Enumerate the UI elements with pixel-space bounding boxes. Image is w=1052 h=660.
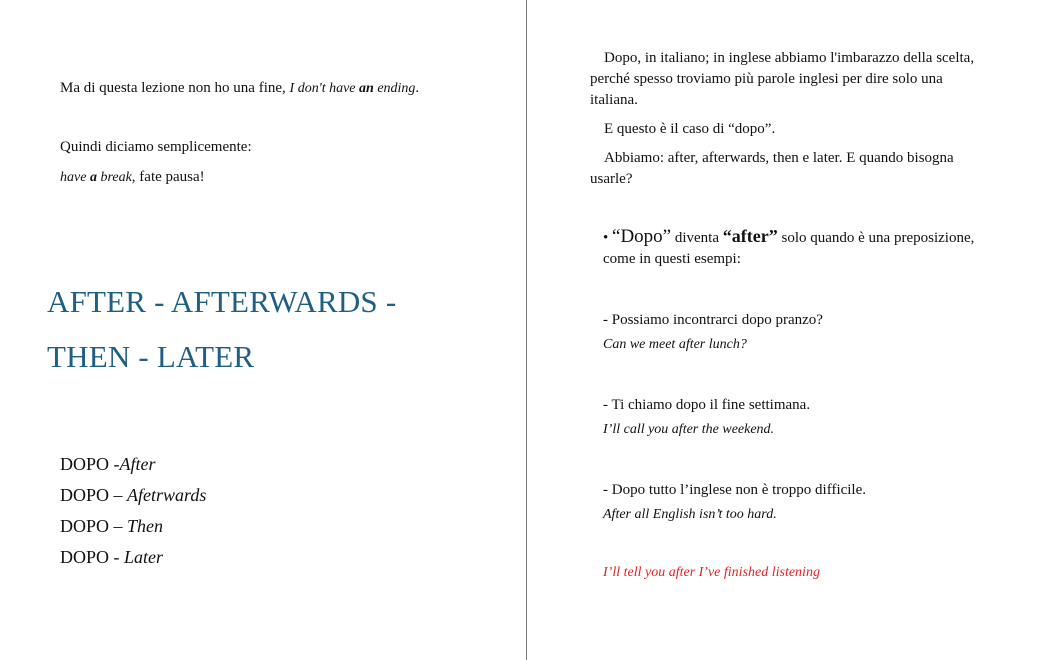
example-italian: - Ti chiamo dopo il fine settimana.	[603, 397, 811, 413]
dopo-english: After	[119, 454, 156, 474]
example-english: Can we meet after lunch?	[603, 337, 747, 352]
left-p1-en-bold: an	[359, 81, 374, 96]
left-paragraph-3	[60, 167, 500, 188]
dopo-list	[60, 452, 460, 576]
bullet-icon: •	[603, 230, 609, 246]
left-p3-english	[60, 170, 132, 185]
dopo-list-item	[60, 545, 460, 576]
example-english: I’ll call you after the weekend.	[603, 422, 775, 437]
right-page	[527, 0, 1052, 660]
right-paragraph-1: Dopo, in italiano; in inglese abbiamo l'imbarazzo della scelta, perché spesso troviamo più parole inglesi per dire solo una italiana.	[590, 50, 975, 108]
dopo-word: DOPO	[60, 454, 110, 474]
example-italian: - Dopo tutto l’inglese non è troppo difficile.	[603, 482, 867, 498]
example-italian: - Possiamo incontrarci dopo pranzo?	[603, 312, 823, 328]
dopo-separator: -	[109, 547, 125, 567]
left-p1-english	[290, 81, 416, 96]
left-p1-en-post: ending	[373, 81, 416, 96]
section-heading-line-2: THEN - LATER	[47, 339, 255, 374]
left-p1-en-pre: I don't have	[289, 81, 360, 96]
bullet-dopo-term: “Dopo”	[612, 226, 672, 247]
dopo-separator: -	[109, 454, 120, 474]
dopo-list-item	[60, 452, 460, 483]
dopo-separator: –	[109, 516, 128, 536]
bullet-after-term: “after”	[722, 226, 778, 246]
dopo-list-item	[60, 483, 460, 514]
dopo-english: Afetrwards	[127, 485, 207, 505]
dopo-english: Later	[124, 547, 164, 567]
example-english: After all English isn’t too hard.	[603, 507, 777, 522]
left-p3-rest: , fate pausa!	[131, 169, 205, 185]
dopo-word: DOPO	[60, 516, 110, 536]
left-p3-en-post: break	[96, 170, 132, 185]
left-p3-en-bold: a	[89, 170, 97, 185]
left-paragraph-1	[60, 78, 500, 99]
left-paragraph-2: Quindi diciamo semplicemente:	[60, 139, 252, 155]
left-p1-text: Ma di questa lezione non ho una fine,	[60, 80, 290, 96]
left-p1-end: .	[415, 80, 420, 96]
dopo-english: Then	[127, 516, 164, 536]
bullet-rest-text: solo quando è una preposizione, come in questi esempi:	[603, 230, 975, 267]
dopo-separator: –	[109, 485, 128, 505]
bullet-paragraph	[603, 226, 1003, 270]
example-2	[603, 395, 1023, 440]
bullet-mid-text: diventa	[671, 230, 723, 246]
dopo-word: DOPO	[60, 547, 110, 567]
right-paragraph-3: Abbiamo: after, afterwards, then e later. E quando bisogna usarle?	[590, 150, 954, 187]
example-3	[603, 480, 1023, 525]
red-example-note: I’ll tell you after I’ve finished listening	[603, 565, 820, 580]
right-paragraph-2: E questo è il caso di “dopo”.	[604, 121, 776, 137]
left-p3-en-pre: have	[60, 170, 90, 185]
dopo-list-item	[60, 514, 460, 545]
dopo-word: DOPO	[60, 485, 110, 505]
example-1	[603, 310, 1023, 355]
section-heading-line-1: AFTER - AFTERWARDS -	[47, 284, 397, 319]
